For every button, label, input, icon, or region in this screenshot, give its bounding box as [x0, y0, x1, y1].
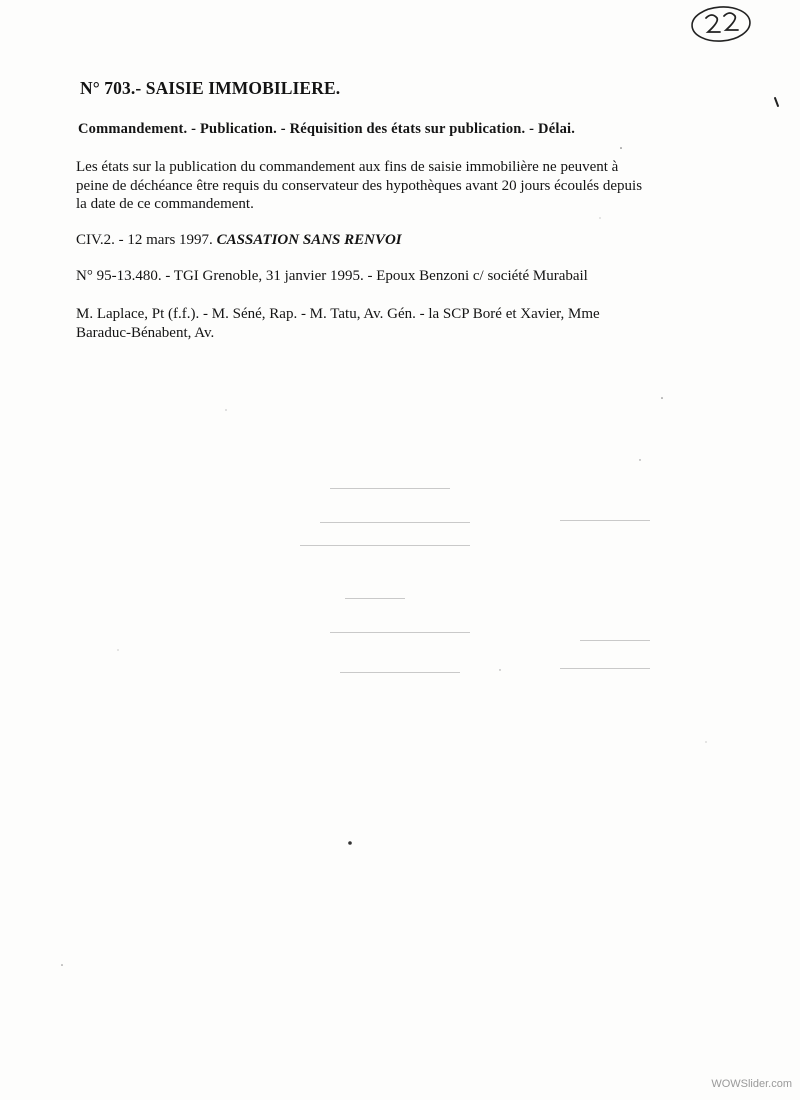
- decision-summary: [76, 158, 736, 214]
- court-and-date: CIV.2. - 12 mars 1997.: [76, 232, 213, 248]
- watermark: WOWSlider.com: [711, 1078, 792, 1090]
- court-composition: [76, 305, 600, 343]
- decision-outcome: CASSATION SANS RENVOI: [216, 232, 402, 248]
- summary-line: Les états sur la publication du commandement aux fins de saisie immobilière ne peuvent à: [76, 159, 619, 175]
- summary-line: la date de ce commandement.: [76, 196, 254, 212]
- composition-line: M. Laplace, Pt (f.f.). - M. Séné, Rap. - M. Tatu, Av. Gén. - la SCP Boré et Xavier, Mme: [76, 306, 600, 322]
- decision-title: N° 703.- SAISIE IMMOBILIERE.: [80, 78, 341, 98]
- circled-number-graphic: [688, 4, 752, 44]
- decision-line: [76, 232, 402, 249]
- composition-line: Baraduc-Bénabent, Av.: [76, 325, 215, 341]
- decision-keywords: Commandement. - Publication. - Réquisition des états sur publication. - Délai.: [78, 121, 576, 137]
- summary-line: peine de déchéance être requis du conservateur des hypothèques avant 20 jours écoulés depuis: [76, 177, 643, 194]
- handwritten-page-mark: [688, 4, 752, 44]
- case-reference: N° 95-13.480. - TGI Grenoble, 31 janvier 1995. - Epoux Benzoni c/ société Murabail: [76, 268, 588, 284]
